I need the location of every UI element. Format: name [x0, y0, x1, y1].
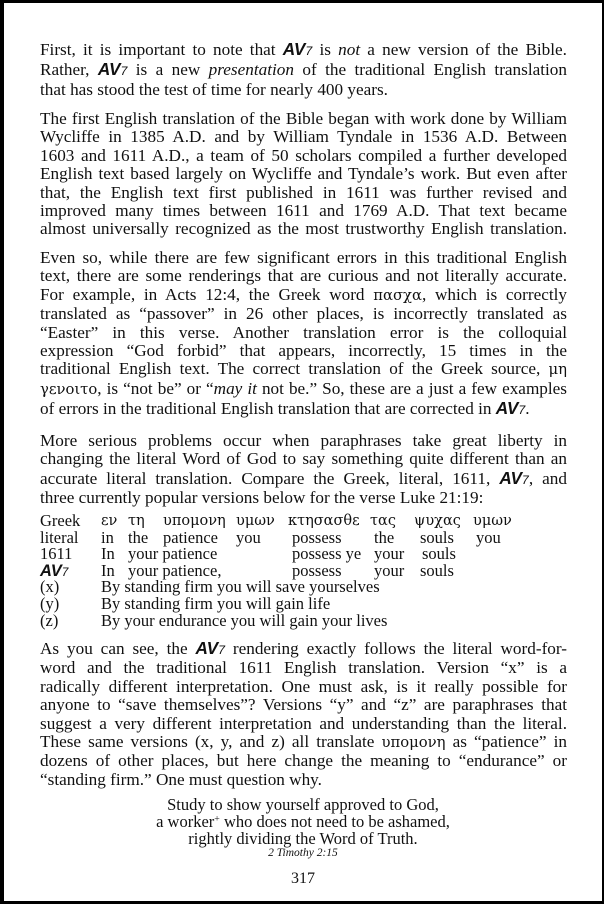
- table-row-z: [40, 610, 567, 630]
- text-run: not be.” So, these are a just a few examples: [256, 378, 567, 398]
- paragraph-intro: [40, 40, 567, 99]
- paragraph-conclusion: [40, 639, 567, 789]
- text-line: word and the traditional 1611 English translation. Version “x” is a: [40, 658, 567, 678]
- word: the: [374, 527, 395, 547]
- text-line: dozens of other places, but here change the meaning to “endurance” or: [40, 751, 567, 771]
- text-line: of errors in the traditional English translation that are corrected in AV7.: [40, 398, 530, 419]
- emphasis-presentation: presentation: [208, 60, 294, 80]
- page-number: 317: [291, 870, 315, 887]
- emphasis-not: not: [338, 40, 361, 59]
- greek-word: ψυχας: [414, 513, 461, 529]
- text-run: of the traditional English translation: [293, 60, 567, 80]
- text-line: [40, 380, 567, 399]
- text-run: who does not need to be ashamed,: [219, 811, 450, 831]
- word: you: [476, 527, 501, 547]
- text-line: changing the literal Word of God to say something quite different than an: [40, 449, 567, 469]
- scripture-reference: 2 Timothy 2:15: [268, 847, 338, 860]
- greek-word: τας: [370, 513, 396, 529]
- word: you: [236, 527, 261, 547]
- greek-word: μη: [548, 361, 567, 379]
- text-run: a new version of the Bible.: [360, 40, 567, 59]
- text-run: For example, in Acts 12:4, the Greek word: [40, 284, 374, 304]
- text-line: “standing firm.” One must question why.: [40, 769, 322, 789]
- row-label: Greek: [40, 511, 81, 530]
- text-line: that has stood the test of time for nearly 400 years.: [40, 79, 388, 99]
- text-run: , is “not be” or “: [97, 378, 214, 398]
- av7-mark: [496, 398, 526, 418]
- word: possess: [292, 560, 342, 580]
- av7-letters: AV: [495, 398, 519, 419]
- av7-mark: [283, 39, 313, 59]
- version-text: By standing firm you will gain life: [101, 593, 331, 613]
- document-page: [4, 3, 602, 901]
- av7-seven: 7: [521, 472, 529, 487]
- av7-letters: AV: [97, 59, 121, 80]
- text-run: as “patience” in: [445, 732, 567, 752]
- text-run: traditional English text. The correct translation of the Greek source,: [40, 359, 549, 379]
- av7-letters: AV: [195, 638, 219, 658]
- av7-seven: 7: [120, 64, 128, 79]
- text-line: Even so, while there are few significant errors in this traditional English: [40, 248, 567, 267]
- text-line: improved many times between 1611 and 1769 A.D. That text became: [40, 201, 567, 221]
- word: possess: [292, 527, 342, 547]
- av7-letters: AV: [40, 561, 62, 580]
- row-label: (z): [40, 610, 59, 630]
- text-line: More serious problems occur when paraphrases take great liberty in: [40, 431, 567, 450]
- text-run: is: [312, 40, 339, 59]
- text-line: The first English translation of the Bible began with work done by William: [40, 109, 567, 128]
- text-run: , which is correctly: [421, 284, 567, 304]
- av7-letters: AV: [499, 467, 522, 488]
- text-line: three currently popular versions below for the verse Luke 21:19:: [40, 488, 484, 508]
- quote-line: Study to show yourself approved to God,: [167, 795, 439, 814]
- word: souls: [420, 527, 454, 547]
- av7-mark: [98, 59, 128, 79]
- greek-word: κτησασθε: [288, 513, 360, 529]
- word: the: [128, 527, 149, 547]
- word: souls: [420, 560, 454, 580]
- word: in: [101, 527, 114, 547]
- word: patience: [163, 527, 218, 547]
- text-run: is a new: [127, 60, 209, 80]
- greek-word: υπομονη: [163, 513, 226, 529]
- row-label: (y): [40, 593, 60, 613]
- word: In: [101, 544, 115, 564]
- footnote-marker: +: [214, 813, 220, 825]
- text-run: accurate literal translation. Compare the Greek, literal, 1611,: [40, 468, 500, 488]
- paragraph-errors: [40, 249, 567, 420]
- text-line: expression “God forbid” that appears, incorrectly, 15 times in the: [40, 341, 567, 361]
- verse-comparison-table: [40, 513, 567, 638]
- text-line: [40, 60, 567, 80]
- av7-mark: [499, 468, 529, 488]
- version-text: By standing firm you will save yourselves: [101, 577, 380, 597]
- text-line: translated as “passover” in 26 other places, is incorrectly translated as: [40, 304, 567, 324]
- greek-word: τη: [128, 513, 145, 529]
- text-run: These same versions (x, y, and z) all translate: [40, 732, 382, 752]
- text-line: [40, 469, 567, 489]
- paragraph-paraphrases: [40, 432, 567, 508]
- text-line: radically different interpretation. One must ask, is it really possible for: [40, 676, 567, 696]
- row-label: 1611: [40, 544, 73, 564]
- text-run: First, it is important to note that: [40, 40, 283, 59]
- text-line: [40, 733, 567, 752]
- text-run: a worker: [156, 811, 215, 831]
- text-line: anyone to “save themselves”? Versions “y” and “z” are paraphrases that: [40, 695, 567, 715]
- text-run: Rather,: [40, 60, 98, 80]
- av7-letters: AV: [282, 39, 306, 59]
- greek-word: γενοιτο: [40, 380, 98, 398]
- text-line: [40, 40, 567, 60]
- text-line: English text based largely on Wycliffe and Tyndale’s work. But even after: [40, 164, 567, 184]
- text-line: “Easter” in this verse. Another translation error is the colloquial: [40, 322, 567, 342]
- greek-word: υμων: [236, 513, 275, 529]
- text-run: , and: [528, 468, 567, 488]
- text-line: suggest a very different interpretation and understanding than the literal.: [40, 713, 567, 733]
- av7-seven: 7: [518, 403, 526, 418]
- greek-word: υπομονη: [381, 734, 446, 752]
- greek-word: υμων: [473, 513, 512, 529]
- text-run: rendering exactly follows the literal word-for-: [224, 639, 567, 658]
- text-run: As you can see, the: [40, 639, 196, 658]
- text-line: [40, 639, 567, 659]
- word: your patience,: [128, 560, 222, 580]
- text-line: that, the English text first published in 1611 was further revised and: [40, 182, 567, 202]
- av7-seven: 7: [218, 643, 225, 657]
- word: your patience: [128, 544, 218, 564]
- emphasis-may-it: may it: [213, 378, 257, 398]
- text-line: almost universally recognized as the most trustworthy English translation.: [40, 219, 567, 239]
- word: your: [374, 544, 405, 564]
- av7-seven: 7: [61, 564, 69, 579]
- row-label: literal: [40, 527, 79, 547]
- text-line: [40, 286, 567, 305]
- text-run: of errors in the traditional English translation that are corrected in: [40, 399, 496, 419]
- quote-line: rightly dividing the Word of Truth.: [188, 828, 418, 848]
- word: In: [101, 560, 115, 580]
- text-line: Wycliffe in 1385 A.D. and by William Tyndale in 1536 A.D. Between: [40, 127, 567, 147]
- paragraph-history: [40, 110, 567, 239]
- version-text: By your endurance you will gain your lives: [101, 610, 388, 630]
- word: your: [374, 560, 405, 580]
- av7-mark: [195, 638, 225, 658]
- text-line: 1603 and 1611 A.D., a team of 50 scholars compiled a further developed: [40, 145, 567, 165]
- word: souls: [422, 544, 456, 564]
- row-label: (x): [40, 577, 60, 597]
- word: possess ye: [292, 544, 362, 564]
- text-line: text, there are some renderings that are curious and not literally accurate.: [40, 266, 567, 286]
- greek-word: εν: [101, 513, 118, 529]
- text-line: [40, 360, 567, 379]
- scripture-quote: [4, 797, 602, 860]
- greek-word: πασχα: [373, 286, 422, 304]
- av7-seven: 7: [305, 44, 313, 58]
